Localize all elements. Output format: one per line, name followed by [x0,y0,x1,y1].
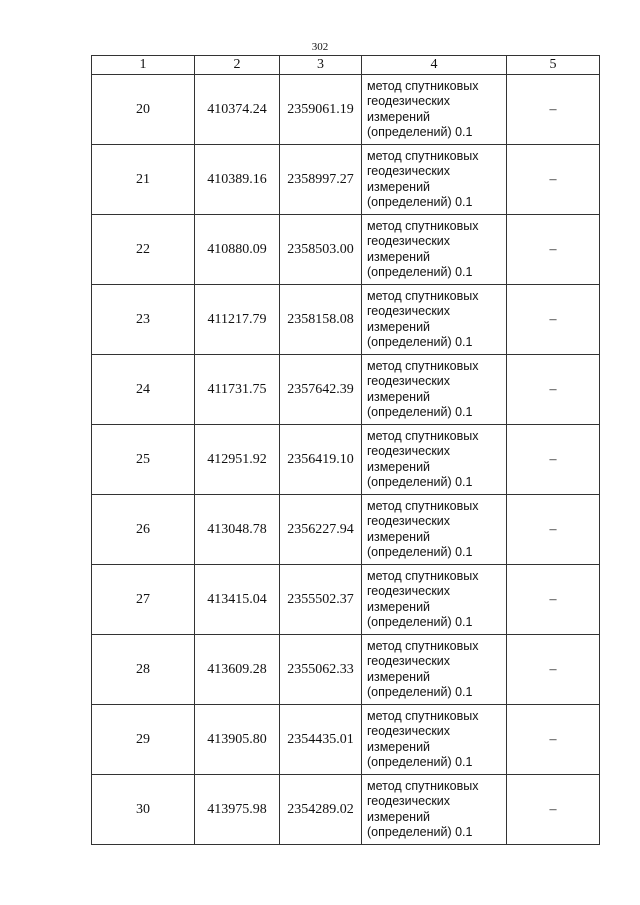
method-cell [362,425,507,495]
method-line: метод спутниковых [367,428,479,443]
table-row [92,495,600,565]
method-cell [362,355,507,425]
method-line: метод спутниковых [367,638,479,653]
method-line: геодезических [367,374,451,388]
x-coordinate-cell: 413415.04 [195,565,280,635]
point-number-cell: 21 [92,145,195,215]
method-line: (определений) 0.1 [367,615,473,629]
column-header: 3 [280,56,362,75]
method-line: (определений) 0.1 [367,755,473,769]
table-row [92,215,600,285]
y-coordinate-cell: 2354435.01 [280,705,362,775]
y-coordinate-cell: 2356227.94 [280,495,362,565]
method-line: измерений [367,249,431,264]
column-header: 1 [92,56,195,75]
method-line: (определений) 0.1 [367,475,473,489]
table-row [92,425,600,495]
table-row [92,635,600,705]
method-line: метод спутниковых [367,778,479,793]
method-cell [362,705,507,775]
method-line: метод спутниковых [367,568,479,583]
point-number-cell: 23 [92,285,195,355]
method-cell [362,635,507,705]
method-line: (определений) 0.1 [367,265,473,279]
y-coordinate-cell: 2358503.00 [280,215,362,285]
point-number-cell: 30 [92,775,195,845]
table-row [92,775,600,845]
method-line: геодезических [367,94,451,108]
method-line: измерений [367,389,431,404]
note-cell: – [507,75,600,145]
method-line: метод спутниковых [367,148,479,163]
method-line: геодезических [367,304,451,318]
page-number: 302 [311,41,329,53]
y-coordinate-cell: 2358158.08 [280,285,362,355]
table-header-row [92,56,600,75]
method-line: измерений [367,669,431,684]
table-row [92,145,600,215]
column-header: 5 [507,56,600,75]
x-coordinate-cell: 412951.92 [195,425,280,495]
point-number-cell: 28 [92,635,195,705]
y-coordinate-cell: 2355502.37 [280,565,362,635]
point-number-cell: 29 [92,705,195,775]
method-line: метод спутниковых [367,78,479,93]
method-cell [362,495,507,565]
method-line: геодезических [367,724,451,738]
table-row [92,285,600,355]
point-number-cell: 25 [92,425,195,495]
point-number-cell: 22 [92,215,195,285]
x-coordinate-cell: 411731.75 [195,355,280,425]
point-number-cell: 27 [92,565,195,635]
method-line: измерений [367,109,431,124]
method-cell [362,775,507,845]
method-line: измерений [367,319,431,334]
note-cell: – [507,145,600,215]
x-coordinate-cell: 410880.09 [195,215,280,285]
method-line: (определений) 0.1 [367,685,473,699]
note-cell: – [507,565,600,635]
method-line: (определений) 0.1 [367,195,473,209]
table-row [92,75,600,145]
method-cell [362,145,507,215]
method-line: измерений [367,529,431,544]
note-cell: – [507,635,600,705]
method-line: измерений [367,739,431,754]
x-coordinate-cell: 413905.80 [195,705,280,775]
note-cell: – [507,425,600,495]
y-coordinate-cell: 2358997.27 [280,145,362,215]
method-line: геодезических [367,654,451,668]
method-cell [362,285,507,355]
x-coordinate-cell: 411217.79 [195,285,280,355]
note-cell: – [507,355,600,425]
method-line: измерений [367,459,431,474]
table-row [92,565,600,635]
y-coordinate-cell: 2355062.33 [280,635,362,705]
y-coordinate-cell: 2354289.02 [280,775,362,845]
method-line: измерений [367,809,431,824]
method-line: (определений) 0.1 [367,545,473,559]
y-coordinate-cell: 2357642.39 [280,355,362,425]
method-line: метод спутниковых [367,358,479,373]
x-coordinate-cell: 413609.28 [195,635,280,705]
method-cell [362,75,507,145]
method-line: (определений) 0.1 [367,125,473,139]
method-line: геодезических [367,164,451,178]
coordinates-table [91,55,600,845]
table-row [92,705,600,775]
method-line: (определений) 0.1 [367,335,473,349]
y-coordinate-cell: 2356419.10 [280,425,362,495]
note-cell: – [507,705,600,775]
method-cell [362,565,507,635]
method-line: (определений) 0.1 [367,825,473,839]
method-line: геодезических [367,234,451,248]
method-cell [362,215,507,285]
table-body [92,75,600,845]
column-header: 4 [362,56,507,75]
point-number-cell: 24 [92,355,195,425]
x-coordinate-cell: 410389.16 [195,145,280,215]
method-line: метод спутниковых [367,288,479,303]
note-cell: – [507,775,600,845]
note-cell: – [507,495,600,565]
point-number-cell: 20 [92,75,195,145]
method-line: геодезических [367,444,451,458]
method-line: геодезических [367,584,451,598]
table-row [92,355,600,425]
method-line: метод спутниковых [367,218,479,233]
method-line: метод спутниковых [367,498,479,513]
column-header: 2 [195,56,280,75]
method-line: геодезических [367,514,451,528]
note-cell: – [507,215,600,285]
y-coordinate-cell: 2359061.19 [280,75,362,145]
point-number-cell: 26 [92,495,195,565]
x-coordinate-cell: 413975.98 [195,775,280,845]
method-line: геодезических [367,794,451,808]
x-coordinate-cell: 413048.78 [195,495,280,565]
note-cell: – [507,285,600,355]
method-line: измерений [367,599,431,614]
method-line: (определений) 0.1 [367,405,473,419]
method-line: метод спутниковых [367,708,479,723]
x-coordinate-cell: 410374.24 [195,75,280,145]
method-line: измерений [367,179,431,194]
